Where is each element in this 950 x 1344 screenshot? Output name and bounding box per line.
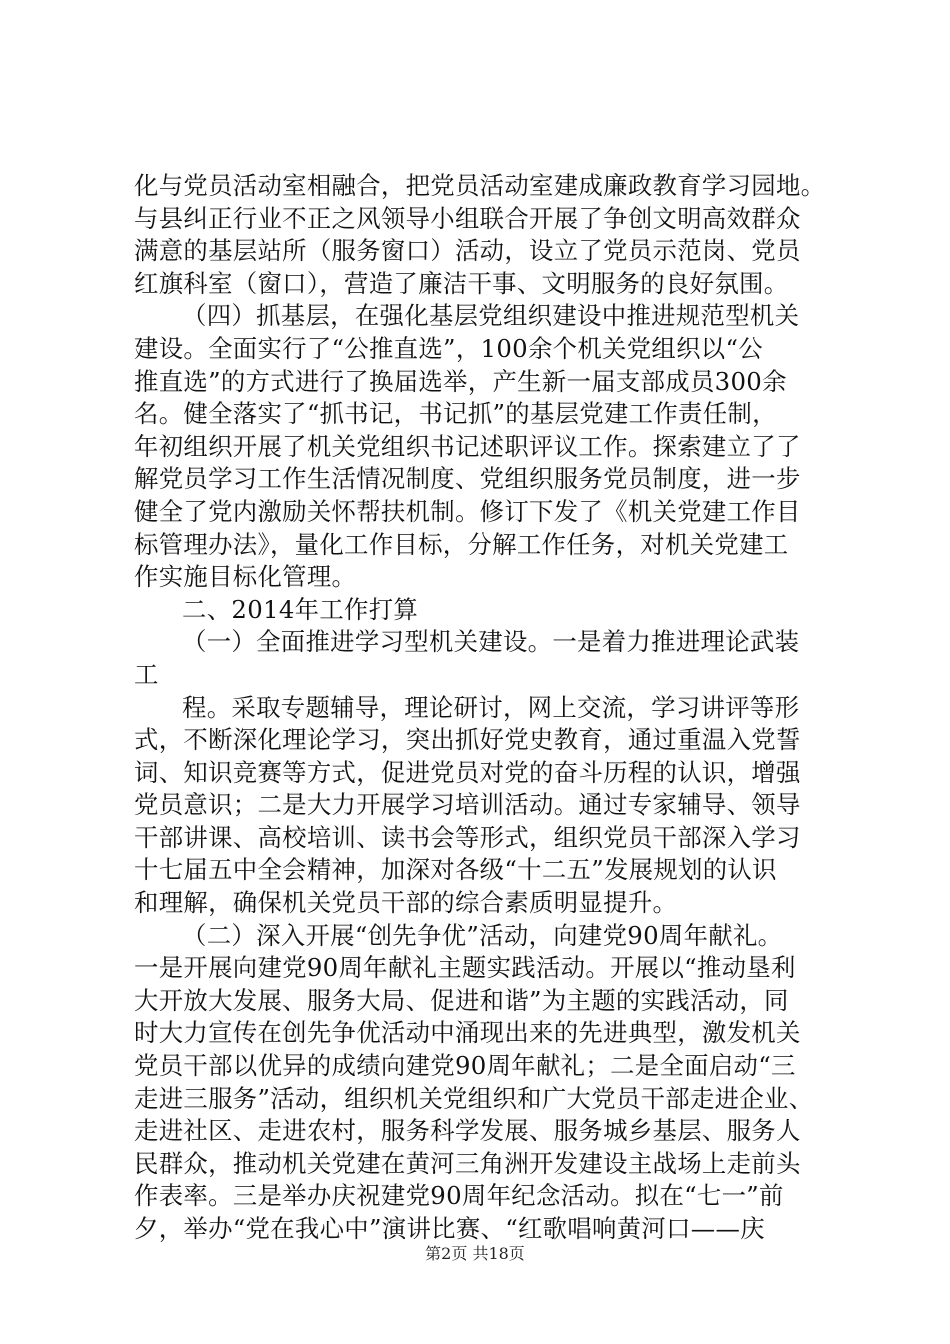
- text-line: 与县纠正行业不正之风领导小组联合开展了争创文明高效群众: [134, 203, 801, 233]
- text-line: 程。采取专题辅导，理论研讨，网上交流，学习讲评等形: [182, 692, 800, 722]
- text-line: 词、知识竞赛等方式，促进党员对党的奋斗历程的认识，增强: [134, 757, 801, 787]
- text-line: 一是开展向建党90周年献礼主题实践活动。开展以“推动垦利: [134, 953, 796, 983]
- text-line: 民群众，推动机关党建在黄河三角洲开发建设主战场上走前头: [134, 1148, 801, 1178]
- text-line: （四）抓基层，在强化基层党组织建设中推进规范型机关: [182, 301, 800, 331]
- text-line: （一）全面推进学习型机关建设。一是着力推进理论武装: [182, 627, 800, 657]
- text-line: 满意的基层站所（服务窗口）活动，设立了党员示范岗、党员: [134, 236, 801, 266]
- text-line: 时大力宣传在创先争优活动中涌现出来的先进典型，激发机关: [134, 1018, 801, 1048]
- text-line: 工: [134, 659, 159, 689]
- text-line: 红旗科室（窗口），营造了廉洁干事、文明服务的良好氛围。: [134, 268, 789, 298]
- text-line: 式，不断深化理论学习，突出抓好党史教育，通过重温入党誓: [134, 725, 801, 755]
- text-line: 十七届五中全会精神，加深对各级“十二五”发展规划的认识: [134, 855, 777, 885]
- page-footer: 第2页 共18页: [425, 1244, 525, 1263]
- text-line: 作表率。三是举办庆祝建党90周年纪念活动。拟在“七一”前: [134, 1181, 784, 1211]
- text-line: 年初组织开展了机关党组织书记述职评议工作。探索建立了了: [134, 431, 801, 461]
- text-line: 推直选”的方式进行了换届选举，产生新一届支部成员300余: [134, 366, 787, 396]
- text-line: 二、2014年工作打算: [182, 594, 419, 624]
- text-line: 大开放大发展、服务大局、促进和谐”为主题的实践活动，同: [134, 985, 789, 1015]
- text-line: 走进三服务”活动，组织机关党组织和广大党员干部走进企业、: [134, 1083, 814, 1113]
- text-line: 党员干部以优异的成绩向建党90周年献礼；二是全面启动“三: [134, 1051, 796, 1081]
- text-line: 化与党员活动室相融合，把党员活动室建成廉政教育学习园地。: [134, 171, 826, 200]
- text-line: 名。健全落实了“抓书记，书记抓”的基层党建工作责任制，: [134, 399, 777, 429]
- text-line: 党员意识；二是大力开展学习培训活动。通过专家辅导、领导: [134, 790, 801, 820]
- text-line: 建设。全面实行了“公推直选”，100余个机关党组织以“公: [134, 333, 763, 363]
- text-line: 夕，举办“党在我心中”演讲比赛、“红歌唱响黄河口——庆: [134, 1214, 765, 1243]
- text-line: 作实施目标化管理。: [134, 562, 357, 592]
- text-line: 走进社区、走进农村，服务科学发展、服务城乡基层、服务人: [134, 1116, 801, 1146]
- document-body: [134, 170, 834, 1246]
- text-line: 干部讲课、高校培训、读书会等形式，组织党员干部深入学习: [134, 822, 801, 852]
- text-line: 和理解，确保机关党员干部的综合素质明显提升。: [134, 888, 678, 918]
- text-line: 解党员学习工作生活情况制度、党组织服务党员制度，进一步: [134, 464, 801, 494]
- text-line: （二）深入开展“创先争优”活动，向建党90周年献礼。: [182, 920, 783, 950]
- text-line: 标管理办法》，量化工作目标，分解工作任务，对机关党建工: [134, 529, 789, 559]
- text-line: 健全了党内激励关怀帮扶机制。修订下发了《机关党建工作目: [134, 496, 801, 526]
